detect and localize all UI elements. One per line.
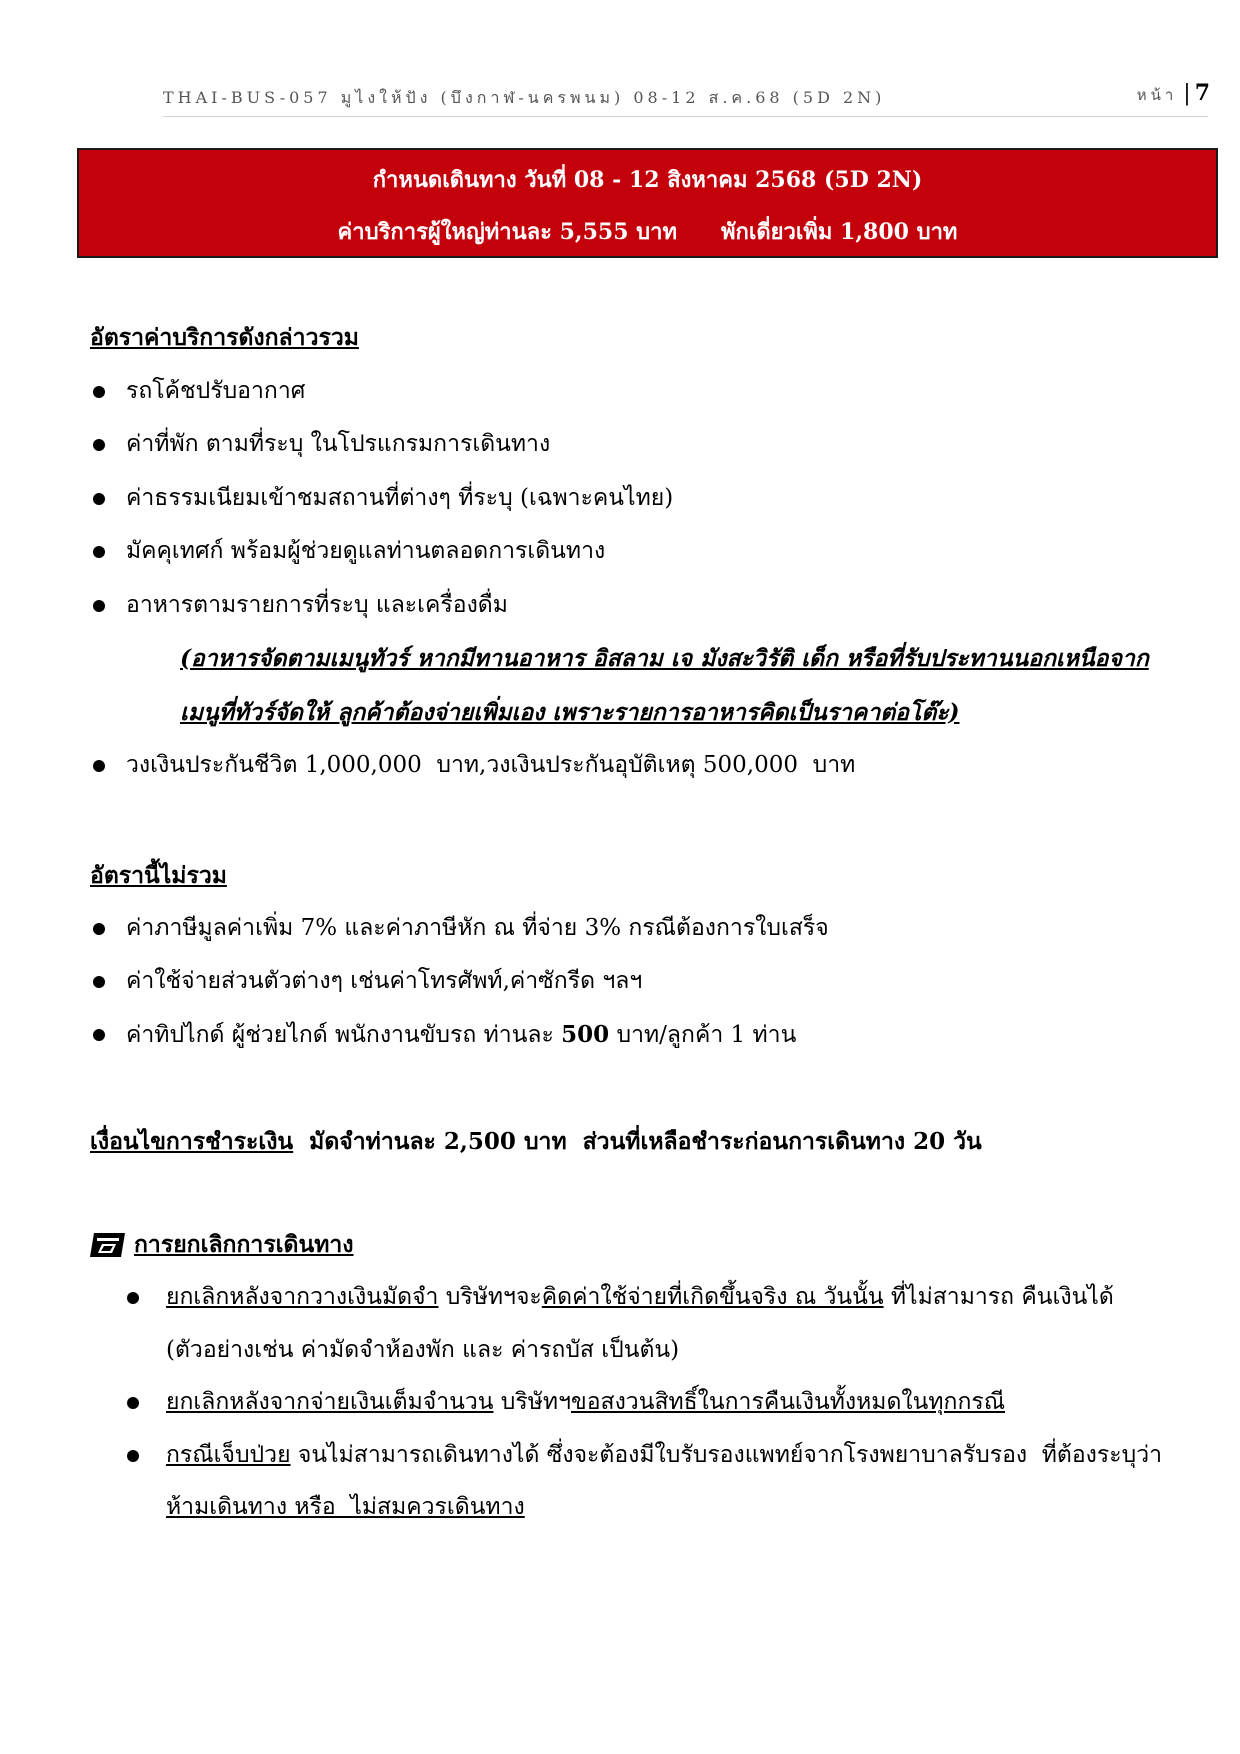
- cancel-connector: บริษัทฯจะ: [438, 1284, 542, 1310]
- cancellation-section: [90, 1219, 1210, 1534]
- page-separator: |: [1183, 81, 1191, 106]
- excluded-section: [90, 849, 1210, 1062]
- cancel-condition: ยกเลิกหลังจากวางเงินมัดจำ: [166, 1284, 439, 1310]
- banner-travel-dates: กำหนดเดินทาง วันที่ 08 - 12 สิงหาคม 2568 (5D 2N): [372, 167, 923, 193]
- list-item-text: ค่าภาษีมูลค่าเพิ่ม 7% และค่าภาษีหัก ณ ที่จ่าย 3% กรณีต้องการใบเสร็จ: [126, 914, 829, 941]
- header-divider: [163, 116, 1208, 117]
- list-item: [90, 579, 1210, 633]
- included-heading: อัตราค่าบริการดังกล่าวรวม: [90, 324, 359, 351]
- page-label: หน้า: [1136, 86, 1178, 104]
- page-number-block: [1137, 80, 1210, 107]
- bullet-icon: [93, 1029, 105, 1041]
- list-item: [90, 418, 1210, 472]
- insurance-text: วงเงินประกันชีวิต 1,000,000 บาท,วงเงินประกันอุบัติเหตุ 500,000 บาท: [126, 752, 856, 778]
- bullet-icon: [93, 976, 105, 988]
- running-header-title: THAI-BUS-057 มูไงให้ปัง (บึงกาฬ-นครพนม) 08-12 ส.ค.68 (5D 2N): [163, 88, 886, 107]
- list-item: [90, 365, 1210, 419]
- cancel-condition: ยกเลิกหลังจากจ่ายเงินเต็มจำนวน: [166, 1389, 494, 1415]
- list-item: [90, 472, 1210, 526]
- banner-price-row: [79, 206, 1216, 258]
- payment-section: [90, 1115, 1210, 1168]
- bullet-icon: [93, 760, 105, 772]
- banner-adult-price: ค่าบริการผู้ใหญ่ท่านละ 5,555 บาท: [337, 219, 677, 245]
- cancel-connector: จนไม่สามารถเดินทางได้ ซึ่งจะต้องมีใบรับรองแพทย์จากโรงพยาบาลรับรอง ที่ต้องระบุว่า: [290, 1441, 1163, 1468]
- included-section: [90, 311, 1210, 793]
- payment-terms: มัดจำท่านละ 2,500 บาท ส่วนที่เหลือชำระก่อนการเดินทาง 20 วัน: [309, 1127, 982, 1155]
- list-item-text: อาหารตามรายการที่ระบุ และเครื่องดื่ม: [126, 591, 508, 618]
- page-number: 7: [1194, 80, 1210, 106]
- excluded-heading: อัตรานี้ไม่รวม: [90, 861, 227, 889]
- cancellation-heading-row: [90, 1219, 1210, 1272]
- cancel-remark: ที่ไม่สามารถ คืนเงินได้: [883, 1284, 1114, 1310]
- tip-text-after: บาท/ลูกค้า 1 ท่าน: [609, 1021, 797, 1048]
- bullet-icon: [127, 1292, 139, 1304]
- tip-amount: 500: [561, 1020, 610, 1048]
- list-item: [90, 955, 1210, 1008]
- list-item-text: มัคคุเทศก์ พร้อมผู้ช่วยดูแลท่านตลอดการเดินทาง: [126, 538, 606, 564]
- food-note-line-1: (อาหารจัดตามเมนูทัวร์ หากมีทานอาหาร อิสลาม เจ มังสะวิรัติ เด็ก หรือที่รับประทานนอกเหนือจาก: [180, 645, 1149, 672]
- list-item: [90, 1008, 1210, 1062]
- tip-text: ค่าทิปไกด์ ผู้ช่วยไกด์ พนักงานขับรถ ท่านละ: [126, 1021, 562, 1048]
- cancel-policy: ขอสงวนสิทธิ์ในการคืนเงินทั้งหมดในทุกกรณี: [571, 1389, 1006, 1415]
- cancel-policy: ห้ามเดินทาง หรือ ไม่สมควรเดินทาง: [166, 1494, 525, 1520]
- cancel-icon: [90, 1232, 126, 1258]
- document-body: [90, 311, 1210, 1534]
- cancel-example: (ตัวอย่างเช่น ค่ามัดจำห้องพัก และ ค่ารถบัส เป็นต้น): [166, 1336, 680, 1363]
- list-item: [90, 525, 1210, 579]
- cancellation-heading: การยกเลิกการเดินทาง: [134, 1230, 354, 1258]
- price-banner: [77, 148, 1218, 258]
- cancel-policy: คิดค่าใช้จ่ายที่เกิดขึ้นจริง ณ วันนั้น: [541, 1284, 884, 1310]
- list-item: [90, 902, 1210, 955]
- food-note-line-2: เมนูที่ทัวร์จัดให้ ลูกค้าต้องจ่ายเพิ่มเอง เพราะรายการอาหารคิดเป็นราคาต่อโต๊ะ): [180, 698, 960, 726]
- payment-label: เงื่อนไขการชำระเงิน: [90, 1127, 294, 1155]
- bullet-icon: [93, 923, 105, 935]
- bullet-icon: [93, 439, 105, 451]
- list-item-text: ค่าธรรมเนียมเข้าชมสถานที่ต่างๆ ที่ระบุ (เฉพาะคนไทย): [126, 484, 674, 511]
- cancel-condition: กรณีเจ็บป่วย: [166, 1441, 291, 1468]
- bullet-icon: [93, 493, 105, 505]
- banner-single-supplement: พักเดี่ยวเพิ่ม 1,800 บาท: [721, 219, 958, 245]
- cancel-connector: บริษัทฯ: [493, 1389, 571, 1415]
- bullet-icon: [127, 1397, 139, 1409]
- list-item-text: ค่าใช้จ่ายส่วนตัวต่างๆ เช่นค่าโทรศัพท์,ค่าซักรีด ฯลฯ: [126, 967, 643, 994]
- list-item: [90, 739, 1210, 793]
- list-item: [90, 1376, 1210, 1429]
- bullet-icon: [93, 546, 105, 558]
- list-item-text: ค่าที่พัก ตามที่ระบุ ในโปรแกรมการเดินทาง: [126, 431, 551, 457]
- bullet-icon: [93, 386, 105, 398]
- list-item-text: รถโค้ชปรับอากาศ: [126, 377, 306, 404]
- bullet-icon: [93, 600, 105, 612]
- list-item: [90, 1429, 1210, 1534]
- bullet-icon: [127, 1450, 139, 1462]
- list-item: [90, 1271, 1210, 1376]
